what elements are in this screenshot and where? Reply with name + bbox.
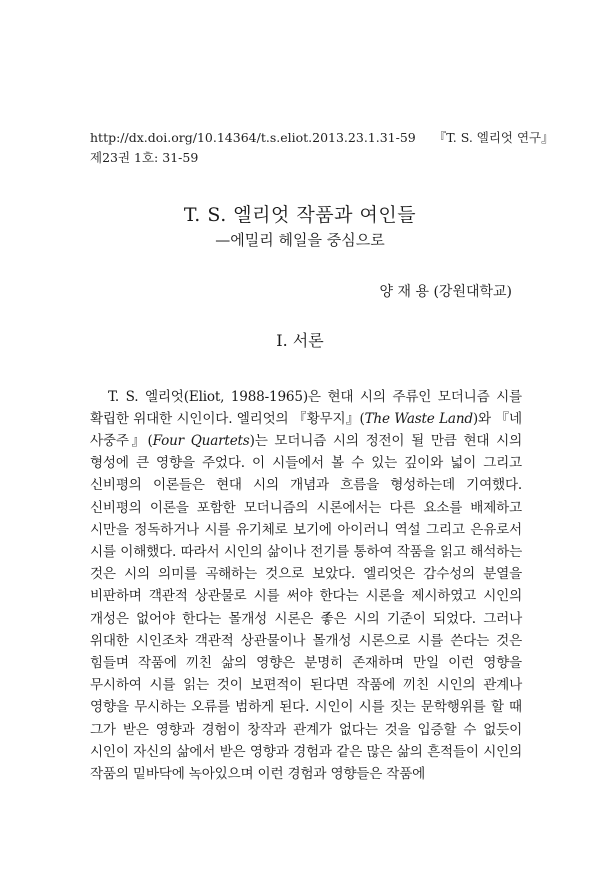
volume-info: 제23권 1호: 31-59 — [90, 150, 199, 165]
author-affiliation: 양 재 용 (강원대학교) — [379, 284, 512, 300]
body-text: )와 『네 사중주』( — [90, 410, 522, 449]
section-heading: Ⅰ. 서론 — [276, 331, 324, 350]
meta-row — [90, 128, 554, 148]
title-the-waste-land: The Waste Land — [364, 410, 473, 427]
body-text: )는 모더니즘 시의 정전이 될 만큼 현대 시의 형성에 큰 영향을 주었다. 이 시들에서 볼 수 있는 깊이와 넓이 그리고 신비평의 이론들은 현대 시의 개념과 흐름을 형성하는데 기여했다. 신비평의 이론을 포함한 모더니즘의 시론에서는 다른 요소를 배제하고 시만을 정독하거나 시를 유기체로 보기에 아이러니 역설 그리고 은유로서 시를 이해했다. 따라서 시인의 삶이나 전기를 통하여 작품을 읽고 해석하는 것은 시의 의미를 곡해하는 것으로 보았다. 엘리엇은 감수성의 분열을 비판하며 객관적 상관물로 시를 써야 한다는 시론을 제시하였고 시인의 개성은 없어야 한다는 몰개성 시론은 좋은 시의 기준이 되었다. 그러나 위대한 시인조차 객관적 상관물이나 몰개성 시론으로 시를 쓴다는 것은 힘들며 작품에 끼친 삶의 영향은 분명히 존재하며 만일 이런 영향을 무시하여 시를 읽는 것이 보편적이 된다면 작품에 끼친 시인의 관계나 영향을 무시하는 오류를 범하게 된다. 시인이 시를 짓는 문학행위를 할 때 그가 받은 영향과 경험이 창작과 관계가 없다는 것을 입증할 수 없듯이 시인이 자신의 삶에서 받은 영향과 경험과 같은 많은 삶의 흔적들이 시인의 작품의 밑바닥에 녹아있으며 이런 경험과 영향들은 작품에 — [90, 433, 523, 783]
article-meta — [90, 128, 554, 168]
article-title: T. S. 엘리엇 작품과 여인들 — [183, 204, 417, 226]
doi-link[interactable]: http://dx.doi.org/10.14364/t.s.eliot.2013.23.1.31-59 — [90, 130, 416, 145]
title-four-quartets: Four Quartets — [152, 433, 250, 449]
article-subtitle: —에밀리 헤일을 중심으로 — [215, 231, 385, 249]
body-paragraph — [90, 386, 522, 786]
journal-name: 『T. S. 엘리엇 연구』 — [433, 130, 554, 145]
body-text: T. S. 엘리엇(Eliot, 1988-1965)은 현대 시의 주류인 모더니즘 시를 확립한 위대한 시인이다. 엘리엇의 『황무지』( — [90, 388, 522, 427]
